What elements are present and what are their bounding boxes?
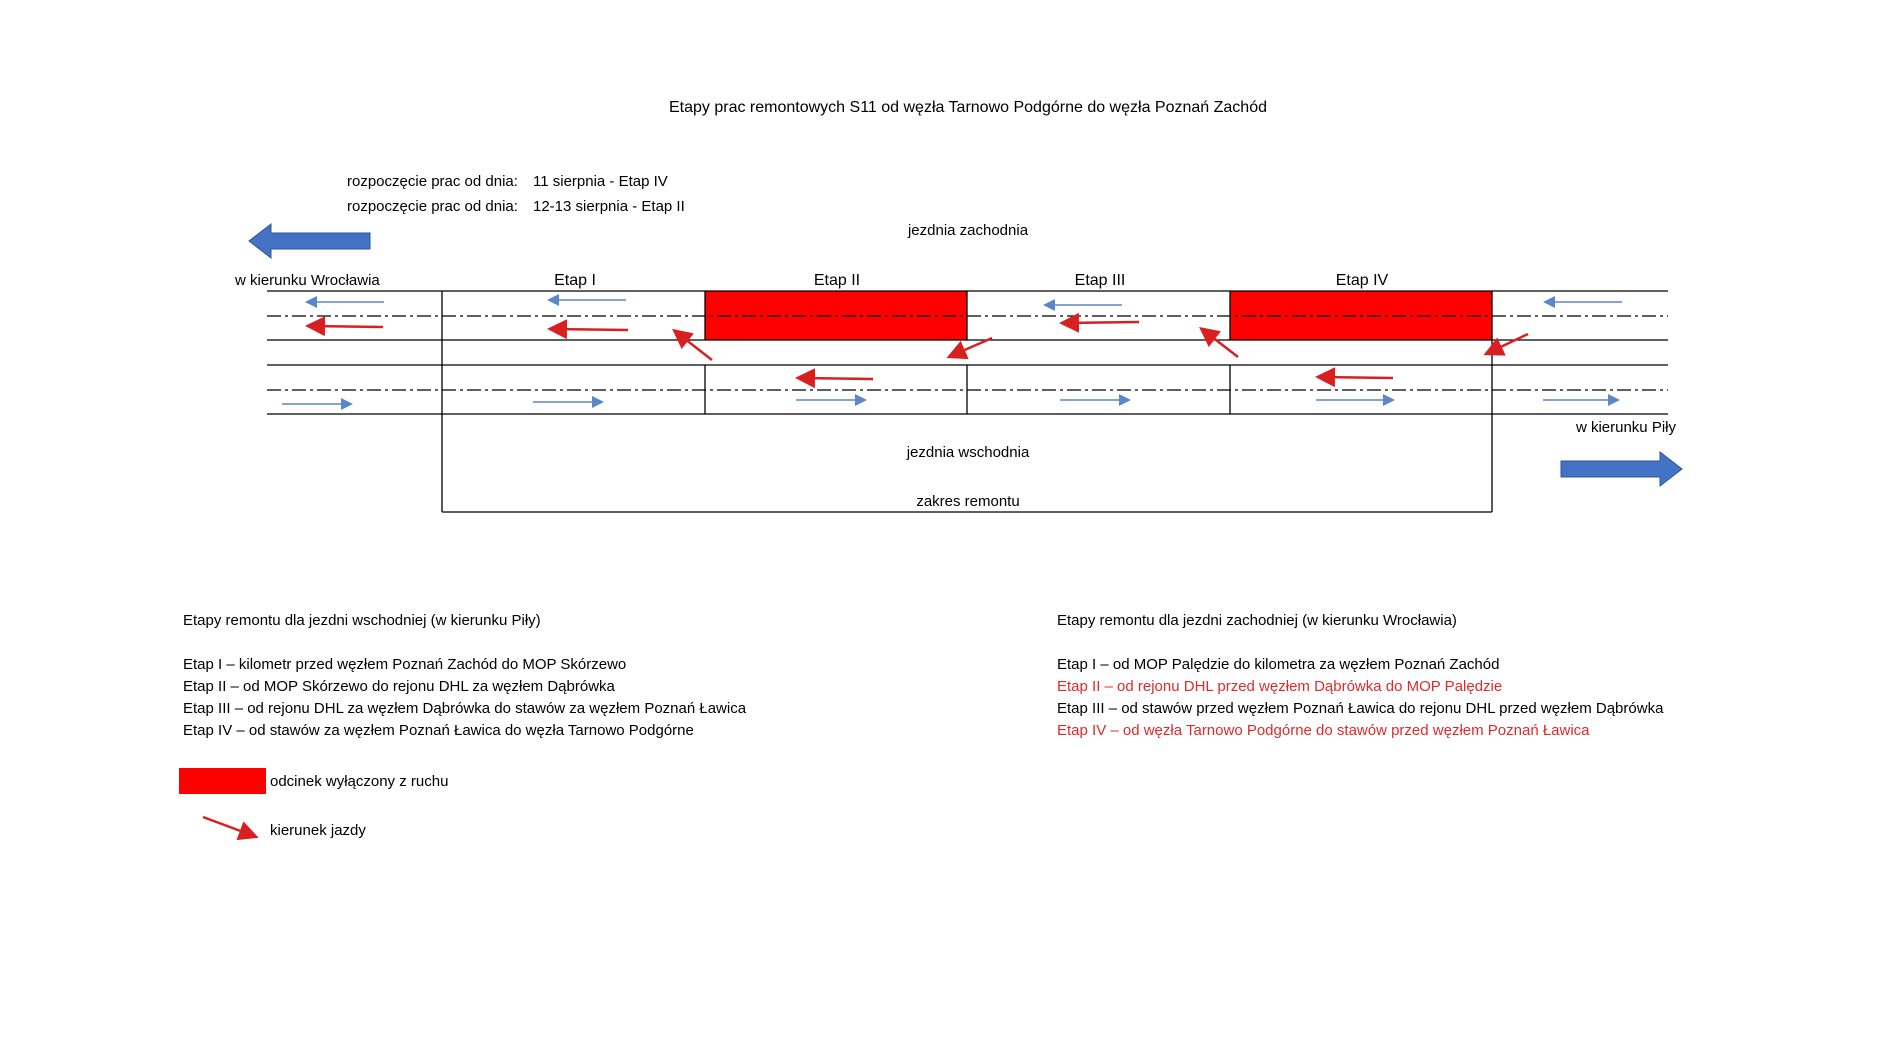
east-list-heading: Etapy remontu dla jezdni wschodniej (w kierunku Piły) xyxy=(183,612,541,629)
stage-label-3: Etap III xyxy=(1074,272,1126,289)
east-list-item-3: Etap III – od rejonu DHL za węzłem Dąbrówka do stawów za węzłem Poznań Ławica xyxy=(183,700,747,717)
west-list-item-1: Etap I – od MOP Palędzie do kilometra za węzłem Poznań Zachód xyxy=(1057,656,1500,673)
east-list-item-2: Etap II – od MOP Skórzewo do rejonu DHL za węzłem Dąbrówka xyxy=(183,678,615,695)
traffic-arrow-icon xyxy=(552,329,628,330)
east-list-item-1: Etap I – kilometr przed węzłem Poznań Zachód do MOP Skórzewo xyxy=(183,656,627,673)
legend-closed-swatch xyxy=(179,768,266,794)
traffic-arrow-icon xyxy=(310,326,383,327)
traffic-arrow-icon xyxy=(1320,377,1393,378)
legend-direction-arrow-icon xyxy=(203,817,254,836)
stage-label-4: Etap IV xyxy=(1335,272,1389,289)
legend-closed-label: odcinek wyłączony z ruchu xyxy=(270,773,449,790)
schedule-value-2: 12-13 sierpnia - Etap II xyxy=(533,198,685,215)
west-list-heading: Etapy remontu dla jezdni zachodniej (w kierunku Wrocławia) xyxy=(1057,612,1457,629)
schedule-label-1: rozpoczęcie prac od dnia: xyxy=(347,173,518,190)
west-stage-list xyxy=(1057,610,1663,742)
direction-left-label: w kierunku Wrocławia xyxy=(235,272,380,289)
stage-label-2: Etap II xyxy=(813,272,861,289)
direction-left-arrow-icon xyxy=(249,224,370,258)
stage-label-1: Etap I xyxy=(554,272,596,289)
traffic-arrow-icon xyxy=(800,378,873,379)
direction-right-arrow-icon xyxy=(1561,452,1682,486)
page-title: Etapy prac remontowych S11 od węzła Tarnowo Podgórne do węzła Poznań Zachód xyxy=(669,99,1267,116)
west-list-item-2: Etap II – od rejonu DHL przed węzłem Dąbrówka do MOP Palędzie xyxy=(1057,678,1503,695)
east-list-item-4: Etap IV – od stawów za węzłem Poznań Ławica do węzła Tarnowo Podgórne xyxy=(183,722,694,739)
west-list-item-3: Etap III – od stawów przed węzłem Poznań Ławica do rejonu DHL przed węzłem Dąbrówka xyxy=(1057,700,1664,717)
traffic-arrow-icon xyxy=(951,338,992,356)
east-carriageway-label: jezdnia wschodnia xyxy=(906,444,1030,461)
schedule-value-1: 11 sierpnia - Etap IV xyxy=(533,173,668,190)
west-carriageway-label: jezdnia zachodnia xyxy=(907,222,1029,239)
traffic-arrow-icon xyxy=(1064,322,1139,323)
direction-right-label: w kierunku Piły xyxy=(1575,419,1676,436)
traffic-arrow-icon xyxy=(1488,334,1528,353)
legend-direction-label: kierunek jazdy xyxy=(270,822,366,839)
schedule-label-2: rozpoczęcie prac od dnia: xyxy=(347,198,518,215)
west-list-item-4: Etap IV – od węzła Tarnowo Podgórne do stawów przed węzłem Poznań Ławica xyxy=(1057,722,1590,739)
east-stage-list xyxy=(183,610,746,742)
repair-scope-label: zakres remontu xyxy=(916,493,1020,510)
